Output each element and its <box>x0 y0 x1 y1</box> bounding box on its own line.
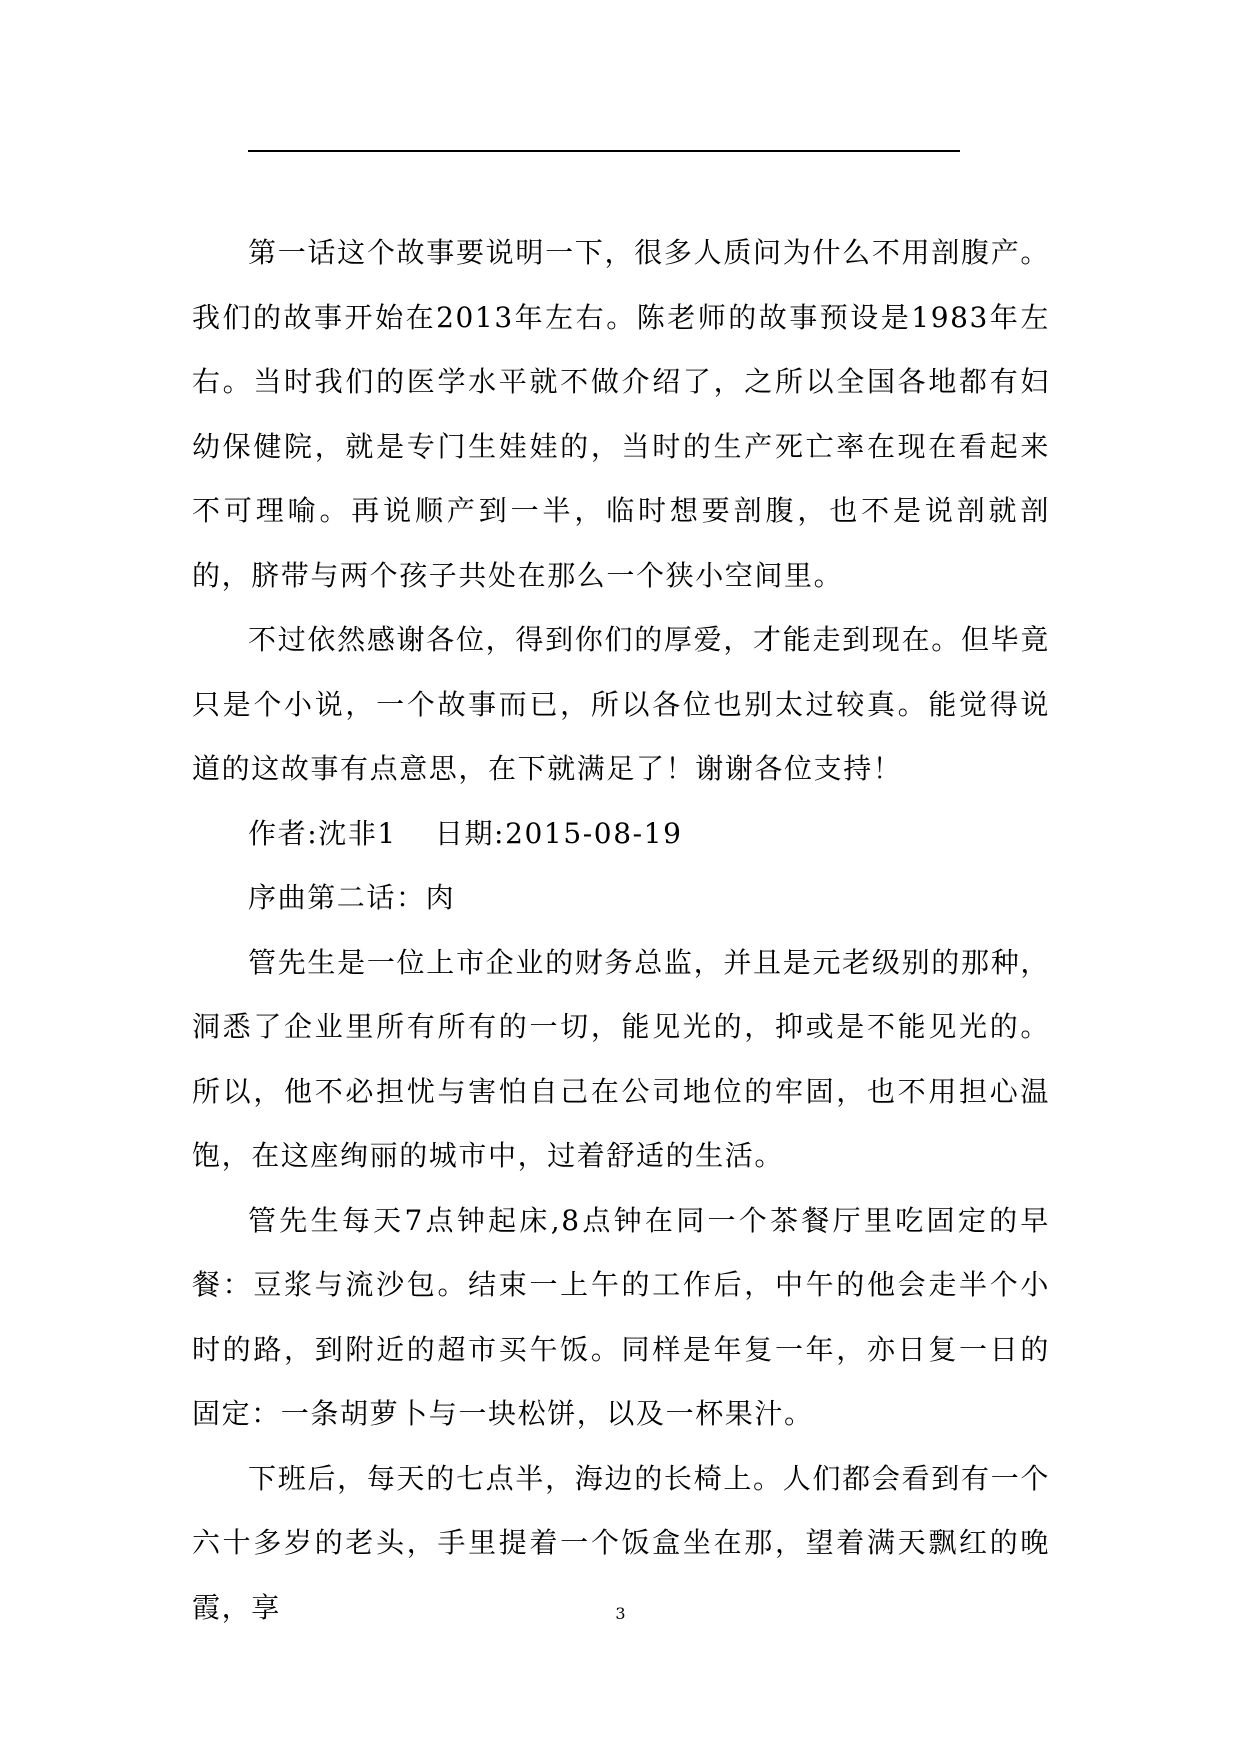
chapter-title: 序曲第二话：肉 <box>248 881 456 914</box>
story-paragraph-3: 下班后，每天的七点半，海边的长椅上。人们都会看到有一个六十多岁的老头，手里提着一个饭盒坐在那，望着满天飘红的晚霞，享 <box>192 1461 1050 1624</box>
page-number: 3 <box>615 1604 626 1623</box>
date: 日期:2015-08-19 <box>434 816 683 850</box>
document-body <box>192 221 1050 1640</box>
paragraph-thanks: 不过依然感谢各位，得到你们的厚爱，才能走到现在。但毕竟只是个小说，一个故事而已，所以各位也别太过较真。能觉得说道的这故事有点意思，在下就满足了！谢谢各位支持！ <box>192 623 1050 785</box>
story-paragraph-2: 管先生每天7点钟起床,8点钟在同一个茶餐厅里吃固定的早餐：豆浆与流沙包。结束一上午的工作后，中午的他会走半个小时的路，到附近的超市买午饭。同样是年复一年，亦日复一日的固定：一条胡萝卜与一块松饼，以及一杯果汁。 <box>192 1203 1050 1430</box>
author: 作者:沈非1 <box>248 816 397 850</box>
author-date-line <box>192 802 1050 867</box>
paragraph-intro: 第一话这个故事要说明一下，很多人质问为什么不用剖腹产。我们的故事开始在2013年左右。陈老师的故事预设是1983年左右。当时我们的医学水平就不做介绍了，之所以全国各地都有妇幼保健院，就是专门生娃娃的，当时的生产死亡率在现在看起来不可理喻。再说顺产到一半，临时想要剖腹，也不是说剖就剖的，脐带与两个孩子共处在那么一个狭小空间里。 <box>192 236 1050 592</box>
story-paragraph-1: 管先生是一位上市企业的财务总监，并且是元老级别的那种，洞悉了企业里所有所有的一切，能见光的，抑或是不能见光的。所以，他不必担忧与害怕自己在公司地位的牢固，也不用担心温饱，在这座绚丽的城市中，过着舒适的生活。 <box>192 945 1050 1172</box>
separator-line <box>248 150 960 152</box>
